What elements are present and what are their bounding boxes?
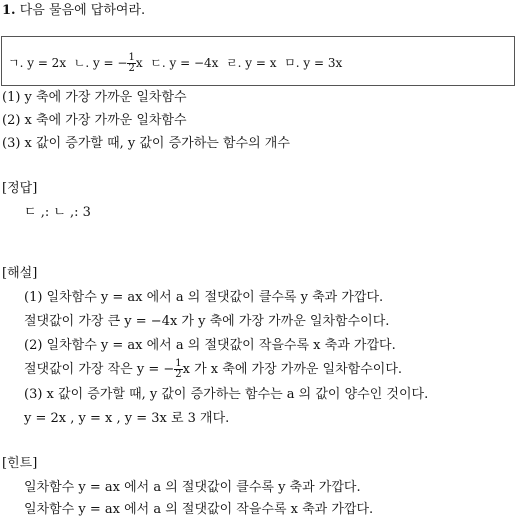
option-1: ㄱ. y = 2x — [8, 56, 67, 70]
question-title — [2, 2, 145, 20]
explanation-line-5: (3) x 값이 증가할 때, y 값이 증가하는 함수는 a 의 값이 양수인 것이다. — [24, 387, 429, 402]
fraction-denominator: 2 — [128, 63, 135, 74]
answer-text: ㄷ ,: ㄴ ,: 3 — [24, 205, 91, 220]
explanation-line-6: y = 2x , y = x , y = 3x 로 3 개다. — [24, 411, 230, 426]
fraction-denominator: 2 — [175, 369, 182, 380]
options-box — [1, 36, 515, 86]
hint-header: [힌트] — [2, 456, 38, 471]
hint-line-1: 일차함수 y = ax 에서 a 의 절댓값이 클수록 y 축과 가깝다. — [24, 480, 361, 495]
option-2-prefix: ㄴ. y = − — [73, 56, 128, 70]
explanation-fraction — [174, 359, 182, 380]
option-3: ㄷ. y = −4x — [150, 56, 219, 70]
option-4: ㄹ. y = x — [226, 56, 277, 70]
sub-question-1: (1) y 축에 가장 가까운 일차함수 — [2, 90, 187, 105]
option-2-fraction — [127, 53, 135, 74]
question-number: 1. — [2, 3, 16, 18]
option-5: ㅁ. y = 3x — [284, 56, 343, 70]
options-row — [8, 53, 342, 74]
explanation-line-4-prefix: 절댓값이 가장 작은 y = − — [24, 362, 175, 377]
question-prompt: 다음 물음에 답하여라. — [19, 3, 146, 18]
explanation-line-4 — [24, 359, 402, 380]
sub-question-3: (3) x 값이 증가할 때, y 값이 증가하는 함수의 개수 — [2, 136, 290, 151]
explanation-line-2: 절댓값이 가장 큰 y = −4x 가 y 축에 가장 가까운 일차함수이다. — [24, 314, 390, 329]
hint-line-2: 일차함수 y = ax 에서 a 의 절댓값이 작을수록 x 축과 가깝다. — [24, 502, 374, 517]
explanation-line-4-suffix: x 가 x 축에 가장 가까운 일차함수이다. — [182, 362, 403, 377]
fraction-numerator: 1 — [128, 52, 135, 63]
explanation-line-3: (2) 일차함수 y = ax 에서 a 의 절댓값이 작을수록 x 축과 가깝다. — [24, 338, 396, 353]
sub-question-2: (2) x 축에 가장 가까운 일차함수 — [2, 113, 187, 128]
answer-header: [정답] — [2, 181, 38, 196]
explanation-header: [해설] — [2, 266, 38, 281]
fraction-numerator: 1 — [175, 358, 182, 369]
option-2-suffix: x — [135, 56, 143, 70]
explanation-line-1: (1) 일차함수 y = ax 에서 a 의 절댓값이 클수록 y 축과 가깝다. — [24, 290, 384, 305]
